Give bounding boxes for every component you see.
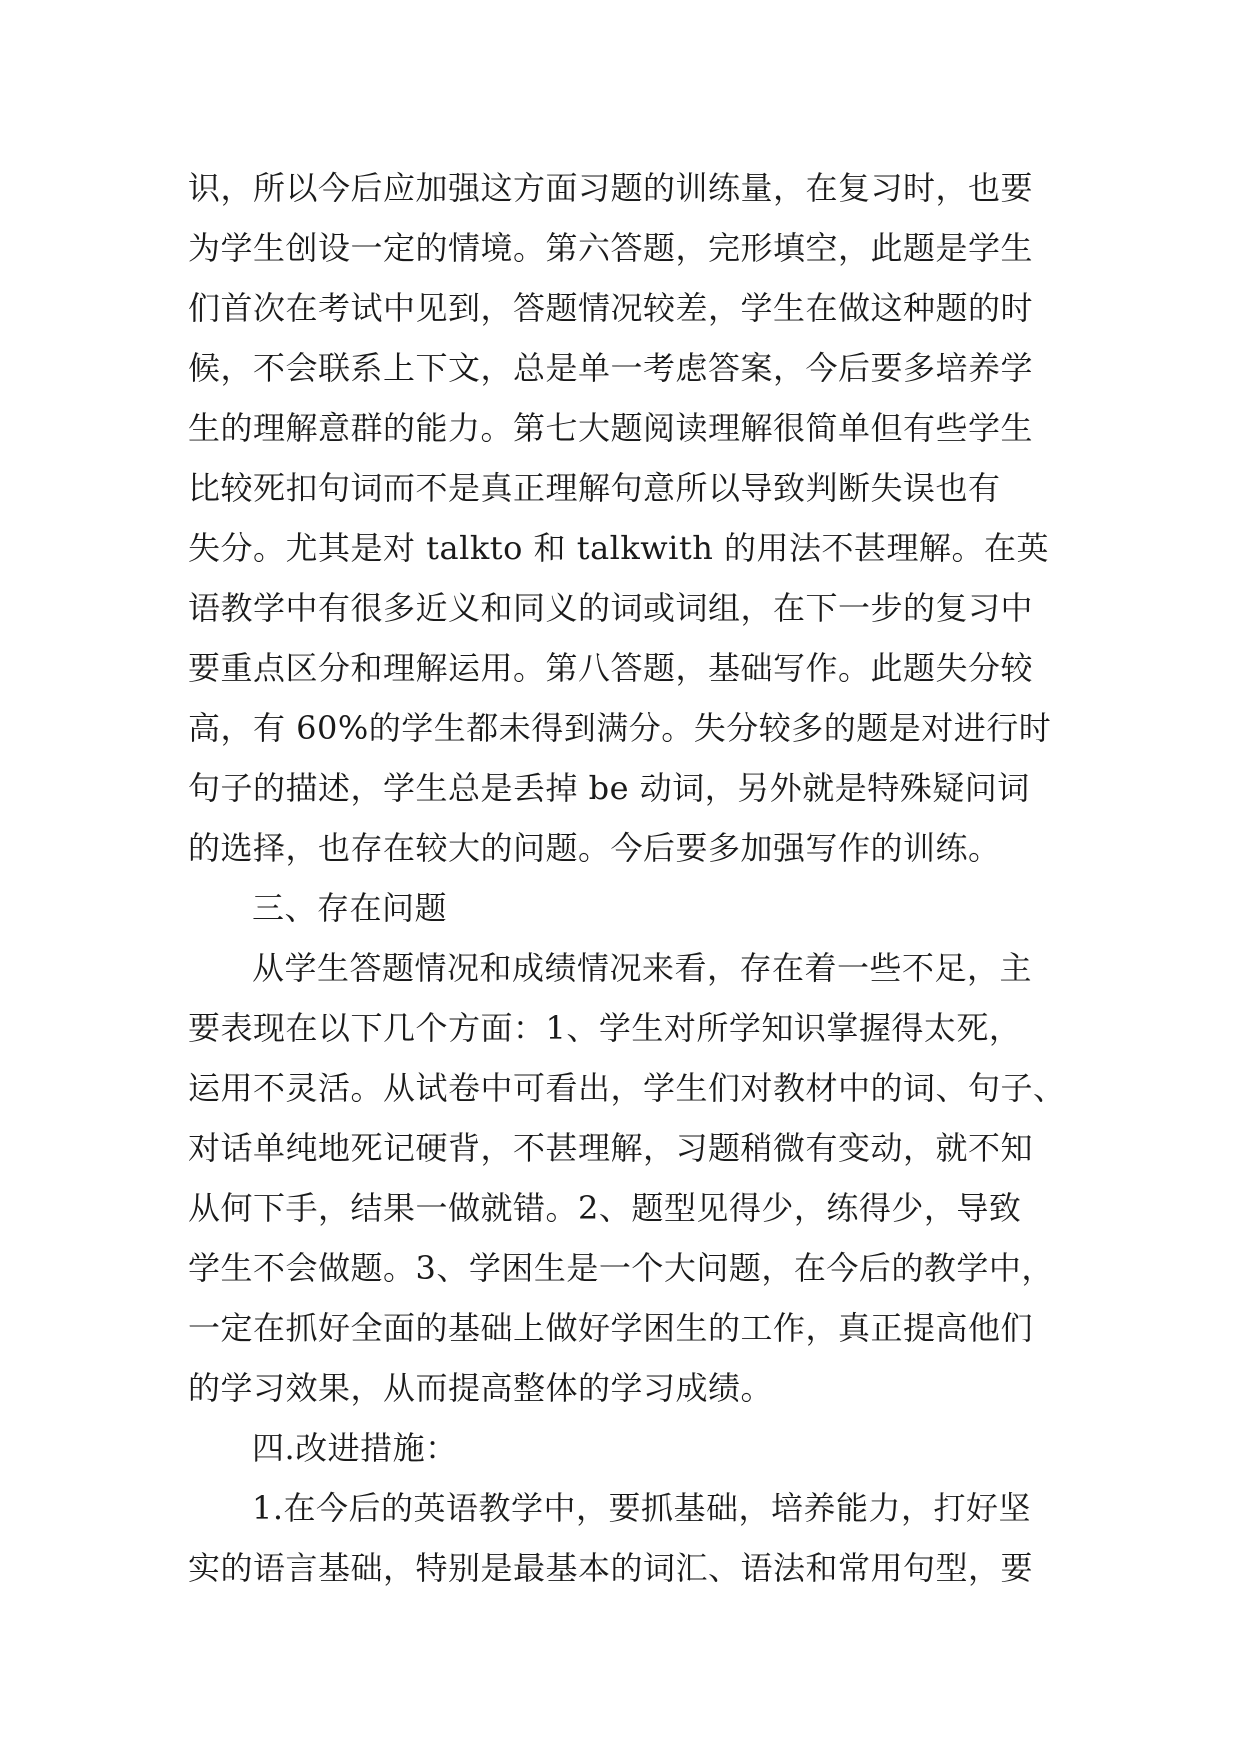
text-line: 一定在抓好全面的基础上做好学困生的工作，真正提高他们 bbox=[188, 1309, 1034, 1347]
text-line: 实的语言基础，特别是最基本的词汇、语法和常用句型，要 bbox=[188, 1549, 1034, 1587]
section-heading: 三、存在问题 bbox=[252, 889, 448, 927]
text-line: 比较死扣句词而不是真正理解句意所以导致判断失误也有 bbox=[188, 469, 1001, 507]
body-text bbox=[188, 158, 1068, 1598]
text-line: 生的理解意群的能力。第七大题阅读理解很简单但有些学生 bbox=[188, 409, 1034, 447]
text-line: 的学习效果，从而提高整体的学习成绩。 bbox=[188, 1369, 774, 1407]
text-line: 们首次在考试中见到，答题情况较差，学生在做这种题的时 bbox=[188, 289, 1034, 327]
text-line: 要表现在以下几个方面：1、学生对所学知识掌握得太死， bbox=[188, 1009, 1022, 1047]
paragraph-first-line: 从学生答题情况和成绩情况来看，存在着一些不足，主 bbox=[252, 949, 1033, 987]
text-line: 对话单纯地死记硬背，不甚理解，习题稍微有变动，就不知 bbox=[188, 1129, 1034, 1167]
text-line: 运用不灵活。从试卷中可看出，学生们对教材中的词、句子、 bbox=[188, 1069, 1066, 1107]
text-line: 候，不会联系上下文，总是单一考虑答案，今后要多培养学 bbox=[188, 349, 1034, 387]
text-line: 要重点区分和理解运用。第八答题，基础写作。此题失分较 bbox=[188, 649, 1034, 687]
section-heading: 四.改进措施： bbox=[252, 1429, 458, 1467]
text-line: 学生不会做题。3、学困生是一个大问题，在今后的教学中， bbox=[188, 1249, 1054, 1287]
text-line: 语教学中有很多近义和同义的词或词组，在下一步的复习中 bbox=[188, 589, 1034, 627]
text-line: 识，所以今后应加强这方面习题的训练量，在复习时，也要 bbox=[188, 169, 1034, 207]
text-line: 失分。尤其是对 talkto 和 talkwith 的用法不甚理解。在英 bbox=[188, 529, 1050, 567]
text-line: 从何下手，结果一做就错。2、题型见得少，练得少，导致 bbox=[188, 1189, 1022, 1227]
paragraph-first-line: 1.在今后的英语教学中，要抓基础，培养能力，打好坚 bbox=[252, 1489, 1032, 1527]
text-line: 为学生创设一定的情境。第六答题，完形填空，此题是学生 bbox=[188, 229, 1034, 267]
text-line: 高，有 60%的学生都未得到满分。失分较多的题是对进行时 bbox=[188, 709, 1052, 747]
text-line: 句子的描述，学生总是丢掉 be 动词，另外就是特殊疑问词 bbox=[188, 769, 1030, 807]
text-line: 的选择，也存在较大的问题。今后要多加强写作的训练。 bbox=[188, 829, 1001, 867]
